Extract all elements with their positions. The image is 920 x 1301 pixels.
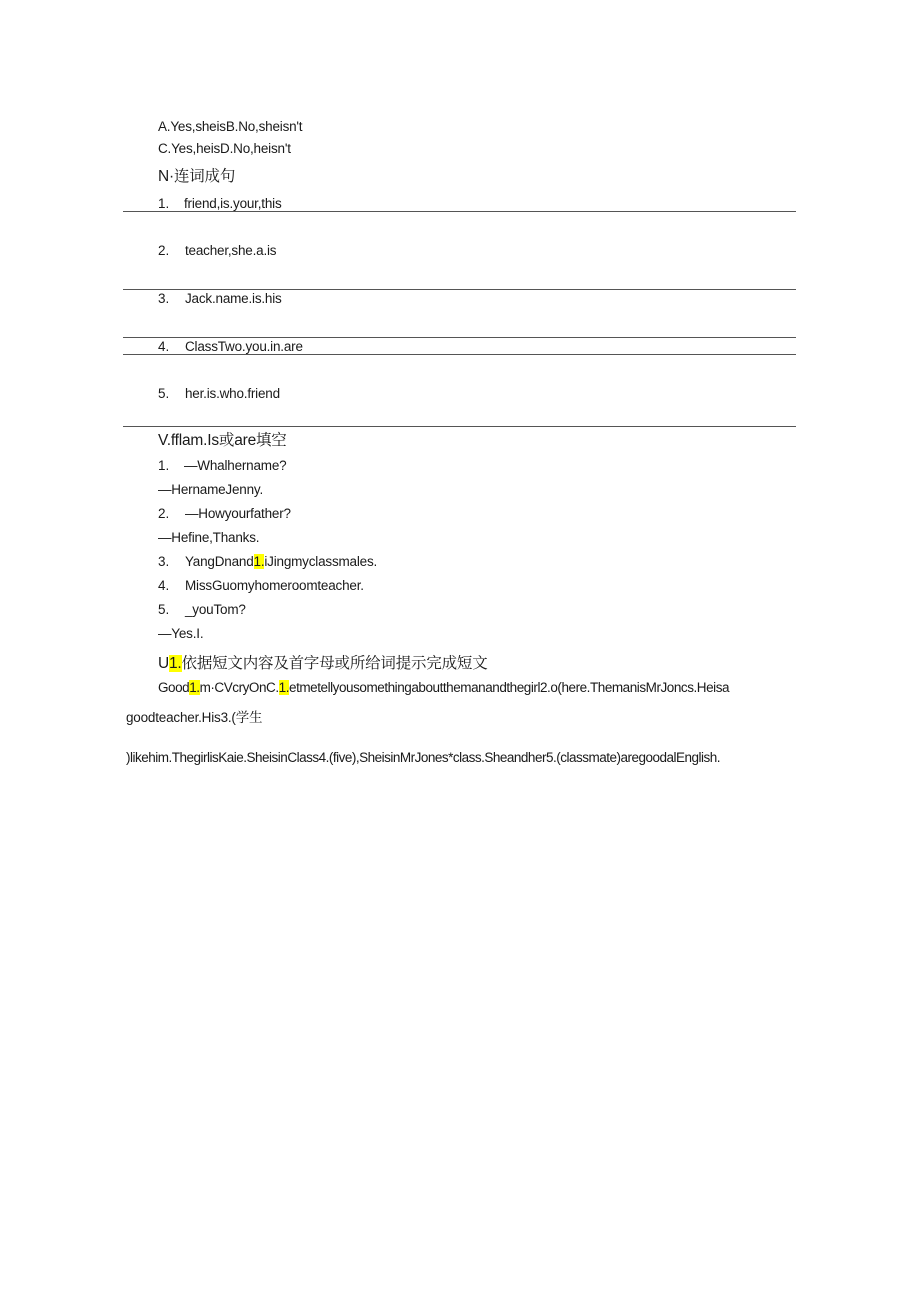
passage-line: )likehim.ThegirlisKaie.SheisinClass4.(five),SheisinMrJones*class.Sheandher5.(classmate)aregoodalEnglish. bbox=[126, 750, 721, 765]
answer-text: —Hefine,Thanks. bbox=[158, 530, 260, 545]
highlighted-mark: 1. bbox=[169, 655, 182, 672]
text-segment: m·CVcryOnC. bbox=[199, 680, 279, 695]
item-number: 5. bbox=[158, 602, 170, 617]
highlighted-mark: 1. bbox=[278, 680, 290, 695]
question-text bbox=[185, 554, 377, 570]
highlighted-mark: 1. bbox=[253, 554, 265, 569]
item-number: 2. bbox=[158, 243, 170, 258]
text-segment: 依据短文内容及首字母或所给词提示完成短文 bbox=[181, 655, 488, 672]
scrambled-words: teacher,she.a.is bbox=[185, 243, 277, 258]
answer-text: —Yes.I. bbox=[158, 626, 204, 641]
text-segment: YangDnand bbox=[185, 554, 254, 569]
item-number: 2. bbox=[158, 506, 170, 521]
item-number: 3. bbox=[158, 291, 170, 306]
text-segment: Good bbox=[158, 680, 190, 695]
scrambled-words: ClassTwo.you.in.are bbox=[185, 339, 303, 354]
item-number: 5. bbox=[158, 386, 170, 401]
question-text: —Whalhername? bbox=[184, 458, 287, 473]
answer-text: —HernameJenny. bbox=[158, 482, 263, 497]
scrambled-words: her.is.who.friend bbox=[185, 386, 280, 401]
question-text: MissGuomyhomeroomteacher. bbox=[185, 578, 364, 593]
section-4-title: N·连词成句 bbox=[158, 168, 236, 185]
question-text: _youTom? bbox=[185, 602, 246, 617]
item-number: 4. bbox=[158, 578, 170, 593]
scrambled-words: Jack.name.is.his bbox=[185, 291, 282, 306]
option-line-cd: C.Yes,heisD.No,heisn't bbox=[158, 141, 291, 156]
answer-line bbox=[123, 289, 796, 290]
section-6-title bbox=[158, 655, 488, 673]
item-number: 1. bbox=[158, 458, 170, 473]
item-number: 1. bbox=[158, 196, 170, 211]
highlighted-mark: 1. bbox=[189, 680, 200, 695]
section-5-title: V.fflam.Is或are填空 bbox=[158, 432, 287, 449]
answer-line bbox=[123, 354, 796, 355]
text-segment: iJingmyclassmales. bbox=[264, 554, 378, 569]
question-text: —Howyourfather? bbox=[185, 506, 291, 521]
item-number: 3. bbox=[158, 554, 170, 569]
answer-line bbox=[123, 426, 796, 427]
answer-line bbox=[123, 337, 796, 338]
scrambled-words: friend,is.your,this bbox=[184, 196, 282, 211]
answer-line bbox=[123, 211, 796, 212]
option-line-ab: A.Yes,sheisB.No,sheisn't bbox=[158, 119, 303, 134]
text-segment: etmetellyousomethingaboutthemanandthegirl2.o(here.ThemanisMrJoncs.Heisa bbox=[289, 680, 730, 695]
passage-line bbox=[158, 680, 729, 696]
item-number: 4. bbox=[158, 339, 170, 354]
text-segment: U bbox=[158, 655, 169, 672]
passage-line: goodteacher.His3.(学生 bbox=[126, 710, 263, 725]
